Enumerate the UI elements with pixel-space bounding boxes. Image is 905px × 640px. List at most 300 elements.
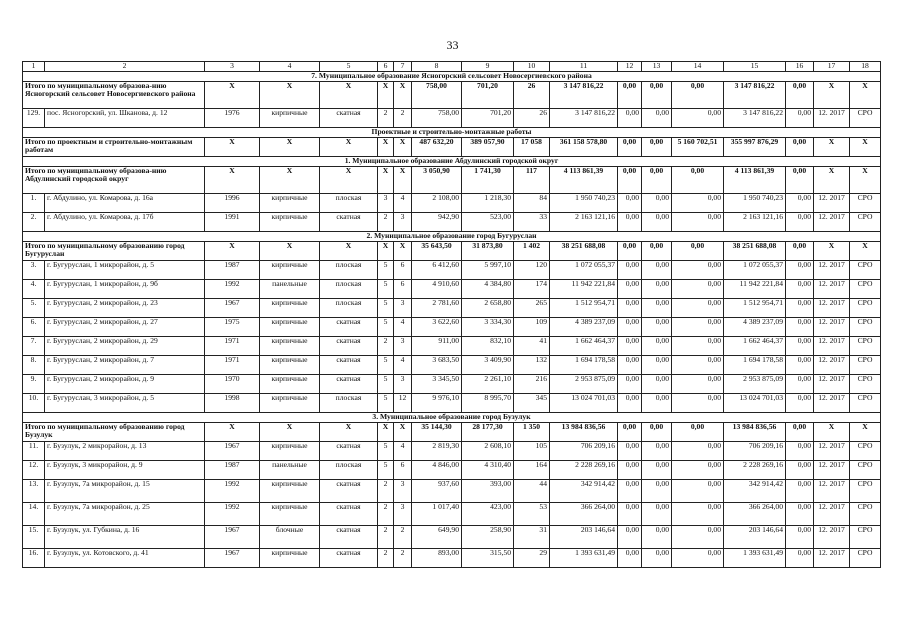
table-cell: плоская bbox=[320, 260, 378, 279]
section-title: 2. Муниципальное образование город Бугуруслан bbox=[23, 231, 881, 241]
table-cell: 12. 2017 bbox=[814, 479, 850, 502]
table-cell: 12. 2017 bbox=[814, 336, 850, 355]
table-cell: 3 bbox=[394, 502, 412, 525]
section-title-row bbox=[23, 231, 881, 241]
total-cell: 389 057,90 bbox=[462, 137, 514, 156]
total-cell: 38 251 688,08 bbox=[550, 241, 618, 260]
table-cell: 366 264,00 bbox=[724, 502, 786, 525]
table-cell: 1 072 055,37 bbox=[724, 260, 786, 279]
table-cell: 1 393 631,49 bbox=[724, 548, 786, 567]
total-cell: 0,00 bbox=[786, 241, 814, 260]
table-cell: 4 310,40 bbox=[462, 460, 514, 479]
table-cell: 1 950 740,23 bbox=[724, 193, 786, 212]
column-number: 2 bbox=[45, 62, 205, 72]
table-cell: 0,00 bbox=[786, 355, 814, 374]
total-cell: 0,00 bbox=[786, 166, 814, 193]
total-cell: 3 147 816,22 bbox=[550, 81, 618, 108]
column-number: 8 bbox=[412, 62, 462, 72]
table-cell: скатная bbox=[320, 317, 378, 336]
total-cell: 487 632,20 bbox=[412, 137, 462, 156]
table-cell: 216 bbox=[514, 374, 550, 393]
table-cell: 0,00 bbox=[786, 502, 814, 525]
table-cell: 0,00 bbox=[672, 212, 724, 231]
table-cell: СРО bbox=[850, 374, 881, 393]
table-cell: г. Бузулук, 2 микрорайон, д. 13 bbox=[45, 441, 205, 460]
table-row bbox=[23, 298, 881, 317]
table-cell: 10. bbox=[23, 393, 45, 412]
total-cell: X bbox=[260, 81, 320, 108]
table-cell: 342 914,42 bbox=[724, 479, 786, 502]
table-cell: 265 bbox=[514, 298, 550, 317]
table-cell: 0,00 bbox=[786, 298, 814, 317]
table-cell: 1 218,30 bbox=[462, 193, 514, 212]
table-cell: 3 bbox=[394, 479, 412, 502]
table-cell: 2 bbox=[378, 502, 394, 525]
table-cell: 2 bbox=[378, 525, 394, 548]
total-cell: X bbox=[814, 241, 850, 260]
table-cell: 1 950 740,23 bbox=[550, 193, 618, 212]
table-cell: 31 bbox=[514, 525, 550, 548]
table-cell: 5 bbox=[378, 317, 394, 336]
table-cell: 1 072 055,37 bbox=[550, 260, 618, 279]
total-cell: 3 147 816,22 bbox=[724, 81, 786, 108]
column-number: 7 bbox=[394, 62, 412, 72]
table-row bbox=[23, 355, 881, 374]
table-cell: 3 147 816,22 bbox=[724, 108, 786, 127]
table-cell: 5 bbox=[378, 393, 394, 412]
table-cell: г. Бугуруслан, 2 микрорайон, д. 29 bbox=[45, 336, 205, 355]
total-cell: 0,00 bbox=[786, 422, 814, 441]
table-cell: 2 261,10 bbox=[462, 374, 514, 393]
total-cell: 1 402 bbox=[514, 241, 550, 260]
table-cell: кирпичные bbox=[260, 336, 320, 355]
total-cell: 361 158 578,80 bbox=[550, 137, 618, 156]
table-row bbox=[23, 279, 881, 298]
table-cell: 1971 bbox=[205, 336, 260, 355]
table-cell: г. Бугуруслан, 2 микрорайон, д. 7 bbox=[45, 355, 205, 374]
table-cell: 8. bbox=[23, 355, 45, 374]
column-number: 6 bbox=[378, 62, 394, 72]
table-cell: 8 995,70 bbox=[462, 393, 514, 412]
table-cell: 29 bbox=[514, 548, 550, 567]
table-cell: 2 bbox=[378, 548, 394, 567]
table-cell: 0,00 bbox=[618, 193, 642, 212]
total-cell: 3 050,90 bbox=[412, 166, 462, 193]
table-cell: 4 bbox=[394, 317, 412, 336]
table-cell: скатная bbox=[320, 502, 378, 525]
table-row bbox=[23, 441, 881, 460]
total-cell: X bbox=[378, 241, 394, 260]
total-cell: 0,00 bbox=[618, 422, 642, 441]
total-cell: X bbox=[850, 422, 881, 441]
table-cell: 0,00 bbox=[618, 298, 642, 317]
table-cell: 0,00 bbox=[786, 108, 814, 127]
total-cell: 0,00 bbox=[672, 241, 724, 260]
table-cell: 5 bbox=[378, 260, 394, 279]
table-cell: 0,00 bbox=[672, 193, 724, 212]
table-cell: 11 942 221,84 bbox=[550, 279, 618, 298]
column-number: 5 bbox=[320, 62, 378, 72]
table-cell: СРО bbox=[850, 548, 881, 567]
table-cell: кирпичные bbox=[260, 260, 320, 279]
table-row bbox=[23, 502, 881, 525]
total-cell: 0,00 bbox=[786, 137, 814, 156]
table-cell: 366 264,00 bbox=[550, 502, 618, 525]
section-title: 7. Муниципальное образование Ясногорский сельсовет Новосергиевского района bbox=[23, 71, 881, 81]
table-cell: плоская bbox=[320, 460, 378, 479]
table-cell: 12 bbox=[394, 393, 412, 412]
table-cell: СРО bbox=[850, 502, 881, 525]
table-cell: кирпичные bbox=[260, 108, 320, 127]
table-cell: 2 bbox=[378, 479, 394, 502]
table-cell: 2 228 269,16 bbox=[724, 460, 786, 479]
column-number: 12 bbox=[618, 62, 642, 72]
table-cell: 1987 bbox=[205, 260, 260, 279]
table-cell: 12. 2017 bbox=[814, 108, 850, 127]
total-cell: 0,00 bbox=[642, 422, 672, 441]
table-cell: 0,00 bbox=[618, 502, 642, 525]
total-row bbox=[23, 241, 881, 260]
table-cell: 5 bbox=[378, 298, 394, 317]
table-cell: г. Бузулук, ул. Котовского, д. 41 bbox=[45, 548, 205, 567]
table-cell: 1967 bbox=[205, 525, 260, 548]
table-cell: 0,00 bbox=[642, 479, 672, 502]
total-cell: X bbox=[205, 422, 260, 441]
total-label: Итого по муниципальному образованию город Бузулук bbox=[23, 422, 205, 441]
total-cell: X bbox=[320, 166, 378, 193]
table-cell: 0,00 bbox=[618, 260, 642, 279]
table-cell: 4 bbox=[394, 193, 412, 212]
table-cell: 3 147 816,22 bbox=[550, 108, 618, 127]
table-cell: г. Абдулино, ул. Комарова, д. 16а bbox=[45, 193, 205, 212]
total-cell: 0,00 bbox=[642, 81, 672, 108]
table-cell: 0,00 bbox=[618, 393, 642, 412]
table-cell: 393,00 bbox=[462, 479, 514, 502]
table-cell: 5 bbox=[378, 374, 394, 393]
table-row bbox=[23, 212, 881, 231]
table-cell: 120 bbox=[514, 260, 550, 279]
table-cell: 2 108,00 bbox=[412, 193, 462, 212]
table-cell: 0,00 bbox=[786, 336, 814, 355]
table-cell: 12. 2017 bbox=[814, 298, 850, 317]
table-cell: 315,50 bbox=[462, 548, 514, 567]
table-cell: 33 bbox=[514, 212, 550, 231]
table-cell: 12. 2017 bbox=[814, 525, 850, 548]
table-cell: 0,00 bbox=[672, 317, 724, 336]
table-cell: 342 914,42 bbox=[550, 479, 618, 502]
total-row bbox=[23, 166, 881, 193]
table-cell: 0,00 bbox=[618, 317, 642, 336]
table-cell: 3 bbox=[394, 374, 412, 393]
table-cell: 258,90 bbox=[462, 525, 514, 548]
table-cell: 6 412,60 bbox=[412, 260, 462, 279]
column-number-row bbox=[23, 62, 881, 72]
table-cell: 911,00 bbox=[412, 336, 462, 355]
table-cell: 0,00 bbox=[786, 525, 814, 548]
total-cell: X bbox=[394, 137, 412, 156]
table-cell: скатная bbox=[320, 525, 378, 548]
table-cell: 0,00 bbox=[642, 317, 672, 336]
total-row bbox=[23, 422, 881, 441]
table-cell: 4 389 237,09 bbox=[550, 317, 618, 336]
table-cell: 3 bbox=[394, 336, 412, 355]
table-cell: 3 334,30 bbox=[462, 317, 514, 336]
total-cell: X bbox=[394, 241, 412, 260]
section-title-row bbox=[23, 71, 881, 81]
table-cell: 4 846,00 bbox=[412, 460, 462, 479]
table-cell: СРО bbox=[850, 336, 881, 355]
table-cell: 2 953 875,09 bbox=[550, 374, 618, 393]
table-row bbox=[23, 108, 881, 127]
column-number: 9 bbox=[462, 62, 514, 72]
table-cell: 6 bbox=[394, 279, 412, 298]
total-cell: 1 741,30 bbox=[462, 166, 514, 193]
table-cell: панельные bbox=[260, 279, 320, 298]
table-cell: 0,00 bbox=[672, 336, 724, 355]
table-cell: 12. 2017 bbox=[814, 260, 850, 279]
table-cell: 2 163 121,16 bbox=[724, 212, 786, 231]
total-label: Итого по проектным и строительно-монтажным работам bbox=[23, 137, 205, 156]
table-cell: г. Бугуруслан, 3 микрорайон, д. 5 bbox=[45, 393, 205, 412]
table-cell: 0,00 bbox=[786, 548, 814, 567]
table-cell: 3 683,50 bbox=[412, 355, 462, 374]
table-cell: 7. bbox=[23, 336, 45, 355]
table-cell: 523,00 bbox=[462, 212, 514, 231]
table-cell: 0,00 bbox=[672, 441, 724, 460]
column-number: 18 bbox=[850, 62, 881, 72]
table-cell: 1 694 178,58 bbox=[550, 355, 618, 374]
table-cell: панельные bbox=[260, 460, 320, 479]
table-cell: 26 bbox=[514, 108, 550, 127]
total-cell: X bbox=[320, 81, 378, 108]
total-label: Итого по муниципальному образованию город Бугуруслан bbox=[23, 241, 205, 260]
table-cell: кирпичные bbox=[260, 193, 320, 212]
table-cell: 5 bbox=[378, 279, 394, 298]
table-cell: кирпичные bbox=[260, 548, 320, 567]
table-cell: 0,00 bbox=[786, 460, 814, 479]
table-cell: г. Бузулук, 3 микрорайон, д. 9 bbox=[45, 460, 205, 479]
table-cell: 5 bbox=[378, 441, 394, 460]
table-cell: 3 bbox=[394, 212, 412, 231]
table-cell: 12. 2017 bbox=[814, 393, 850, 412]
table-cell: 0,00 bbox=[672, 393, 724, 412]
table-cell: 2 bbox=[378, 336, 394, 355]
total-cell: X bbox=[850, 166, 881, 193]
table-cell: 129. bbox=[23, 108, 45, 127]
table-cell: кирпичные bbox=[260, 298, 320, 317]
table-cell: 0,00 bbox=[672, 355, 724, 374]
total-cell: X bbox=[814, 81, 850, 108]
table-cell: 203 146,64 bbox=[724, 525, 786, 548]
table-cell: 0,00 bbox=[642, 108, 672, 127]
table-cell: 4. bbox=[23, 279, 45, 298]
table-cell: кирпичные bbox=[260, 317, 320, 336]
table-cell: кирпичные bbox=[260, 393, 320, 412]
table-cell: плоская bbox=[320, 298, 378, 317]
table-cell: 0,00 bbox=[642, 212, 672, 231]
table-cell: 0,00 bbox=[786, 193, 814, 212]
table-cell: 1 512 954,71 bbox=[550, 298, 618, 317]
table-cell: СРО bbox=[850, 260, 881, 279]
table-cell: 1 662 464,37 bbox=[724, 336, 786, 355]
table-cell: СРО bbox=[850, 441, 881, 460]
total-cell: X bbox=[260, 422, 320, 441]
table-cell: СРО bbox=[850, 298, 881, 317]
table-cell: 0,00 bbox=[642, 279, 672, 298]
table-cell: 1967 bbox=[205, 298, 260, 317]
table-cell: 2 608,10 bbox=[462, 441, 514, 460]
total-cell: X bbox=[814, 422, 850, 441]
table-cell: г. Абдулино, ул. Комарова, д. 17б bbox=[45, 212, 205, 231]
total-cell: 0,00 bbox=[672, 81, 724, 108]
table-cell: скатная bbox=[320, 374, 378, 393]
section-title-row bbox=[23, 156, 881, 166]
total-cell: 38 251 688,08 bbox=[724, 241, 786, 260]
total-cell: 13 984 836,56 bbox=[724, 422, 786, 441]
table-cell: 0,00 bbox=[786, 212, 814, 231]
column-number: 14 bbox=[672, 62, 724, 72]
total-cell: 701,20 bbox=[462, 81, 514, 108]
table-cell: 12. 2017 bbox=[814, 502, 850, 525]
total-cell: X bbox=[205, 241, 260, 260]
table-cell: 0,00 bbox=[618, 525, 642, 548]
table-cell: 345 bbox=[514, 393, 550, 412]
table-cell: 12. 2017 bbox=[814, 355, 850, 374]
table-cell: 12. 2017 bbox=[814, 279, 850, 298]
table-cell: 1971 bbox=[205, 355, 260, 374]
total-row bbox=[23, 81, 881, 108]
table-cell: СРО bbox=[850, 355, 881, 374]
repair-program-table bbox=[22, 61, 881, 568]
total-cell: 4 113 861,39 bbox=[550, 166, 618, 193]
table-cell: 1 662 464,37 bbox=[550, 336, 618, 355]
table-cell: кирпичные bbox=[260, 502, 320, 525]
total-cell: 0,00 bbox=[642, 137, 672, 156]
total-cell: X bbox=[320, 422, 378, 441]
table-cell: 164 bbox=[514, 460, 550, 479]
table-cell: 12. 2017 bbox=[814, 374, 850, 393]
table-row bbox=[23, 393, 881, 412]
total-row bbox=[23, 137, 881, 156]
table-cell: 1976 bbox=[205, 108, 260, 127]
table-cell: 5 997,10 bbox=[462, 260, 514, 279]
column-number: 16 bbox=[786, 62, 814, 72]
total-cell: 0,00 bbox=[672, 422, 724, 441]
table-cell: 13. bbox=[23, 479, 45, 502]
table-cell: 3. bbox=[23, 260, 45, 279]
table-cell: СРО bbox=[850, 212, 881, 231]
section-title: 3. Муниципальное образование город Бузулук bbox=[23, 412, 881, 422]
table-cell: 3 622,60 bbox=[412, 317, 462, 336]
table-cell: 203 146,64 bbox=[550, 525, 618, 548]
table-cell: 0,00 bbox=[672, 548, 724, 567]
column-number: 3 bbox=[205, 62, 260, 72]
column-number: 1 bbox=[23, 62, 45, 72]
table-cell: 1967 bbox=[205, 441, 260, 460]
table-body bbox=[23, 62, 881, 568]
total-cell: 0,00 bbox=[786, 81, 814, 108]
table-cell: 84 bbox=[514, 193, 550, 212]
table-cell: 11. bbox=[23, 441, 45, 460]
table-row bbox=[23, 336, 881, 355]
table-cell: 893,00 bbox=[412, 548, 462, 567]
table-cell: г. Бугуруслан, 1 микрорайон, д. 5 bbox=[45, 260, 205, 279]
table-cell: 937,60 bbox=[412, 479, 462, 502]
table-cell: скатная bbox=[320, 108, 378, 127]
table-row bbox=[23, 260, 881, 279]
total-cell: 0,00 bbox=[672, 166, 724, 193]
column-number: 11 bbox=[550, 62, 618, 72]
table-cell: СРО bbox=[850, 193, 881, 212]
table-cell: 0,00 bbox=[672, 460, 724, 479]
table-cell: 0,00 bbox=[642, 393, 672, 412]
table-cell: 2. bbox=[23, 212, 45, 231]
table-cell: 832,10 bbox=[462, 336, 514, 355]
table-cell: 12. 2017 bbox=[814, 548, 850, 567]
page-number: 33 bbox=[446, 38, 459, 52]
table-cell: плоская bbox=[320, 279, 378, 298]
table-cell: 649,90 bbox=[412, 525, 462, 548]
total-cell: X bbox=[850, 81, 881, 108]
total-cell: 117 bbox=[514, 166, 550, 193]
total-cell: X bbox=[320, 241, 378, 260]
table-cell: 15. bbox=[23, 525, 45, 548]
table-cell: скатная bbox=[320, 355, 378, 374]
table-cell: 0,00 bbox=[786, 374, 814, 393]
table-cell: 1. bbox=[23, 193, 45, 212]
table-cell: 5. bbox=[23, 298, 45, 317]
table-cell: 2 953 875,09 bbox=[724, 374, 786, 393]
table-cell: 0,00 bbox=[618, 441, 642, 460]
table-cell: 2 bbox=[394, 525, 412, 548]
table-cell: 2 bbox=[394, 548, 412, 567]
table-cell: 2 781,60 bbox=[412, 298, 462, 317]
table-cell: кирпичные bbox=[260, 374, 320, 393]
total-cell: X bbox=[814, 166, 850, 193]
table-cell: 13 024 701,03 bbox=[724, 393, 786, 412]
table-cell: г. Бузулук, ул. Губкина, д. 16 bbox=[45, 525, 205, 548]
table-cell: 1 694 178,58 bbox=[724, 355, 786, 374]
total-cell: 0,00 bbox=[642, 166, 672, 193]
table-cell: блочные bbox=[260, 525, 320, 548]
table-cell: 2 bbox=[378, 212, 394, 231]
table-cell: 1991 bbox=[205, 212, 260, 231]
table-cell: 701,20 bbox=[462, 108, 514, 127]
table-cell: 0,00 bbox=[642, 260, 672, 279]
table-cell: 0,00 bbox=[786, 260, 814, 279]
table-cell: 0,00 bbox=[786, 441, 814, 460]
total-cell: X bbox=[260, 166, 320, 193]
table-cell: 1975 bbox=[205, 317, 260, 336]
table-cell: 0,00 bbox=[618, 212, 642, 231]
table-cell: 1970 bbox=[205, 374, 260, 393]
total-cell: 5 160 702,51 bbox=[672, 137, 724, 156]
table-cell: плоская bbox=[320, 193, 378, 212]
table-cell: 0,00 bbox=[618, 374, 642, 393]
table-cell: 0,00 bbox=[672, 108, 724, 127]
total-cell: 26 bbox=[514, 81, 550, 108]
table-cell: скатная bbox=[320, 548, 378, 567]
table-cell: 4 bbox=[394, 355, 412, 374]
table-cell: 12. 2017 bbox=[814, 460, 850, 479]
table-row bbox=[23, 525, 881, 548]
table-cell: 5 bbox=[378, 355, 394, 374]
table-cell: 0,00 bbox=[618, 355, 642, 374]
total-cell: X bbox=[394, 166, 412, 193]
table-cell: 0,00 bbox=[786, 317, 814, 336]
table-cell: СРО bbox=[850, 479, 881, 502]
table-cell: г. Бузулук, 7а микрорайон, д. 15 bbox=[45, 479, 205, 502]
